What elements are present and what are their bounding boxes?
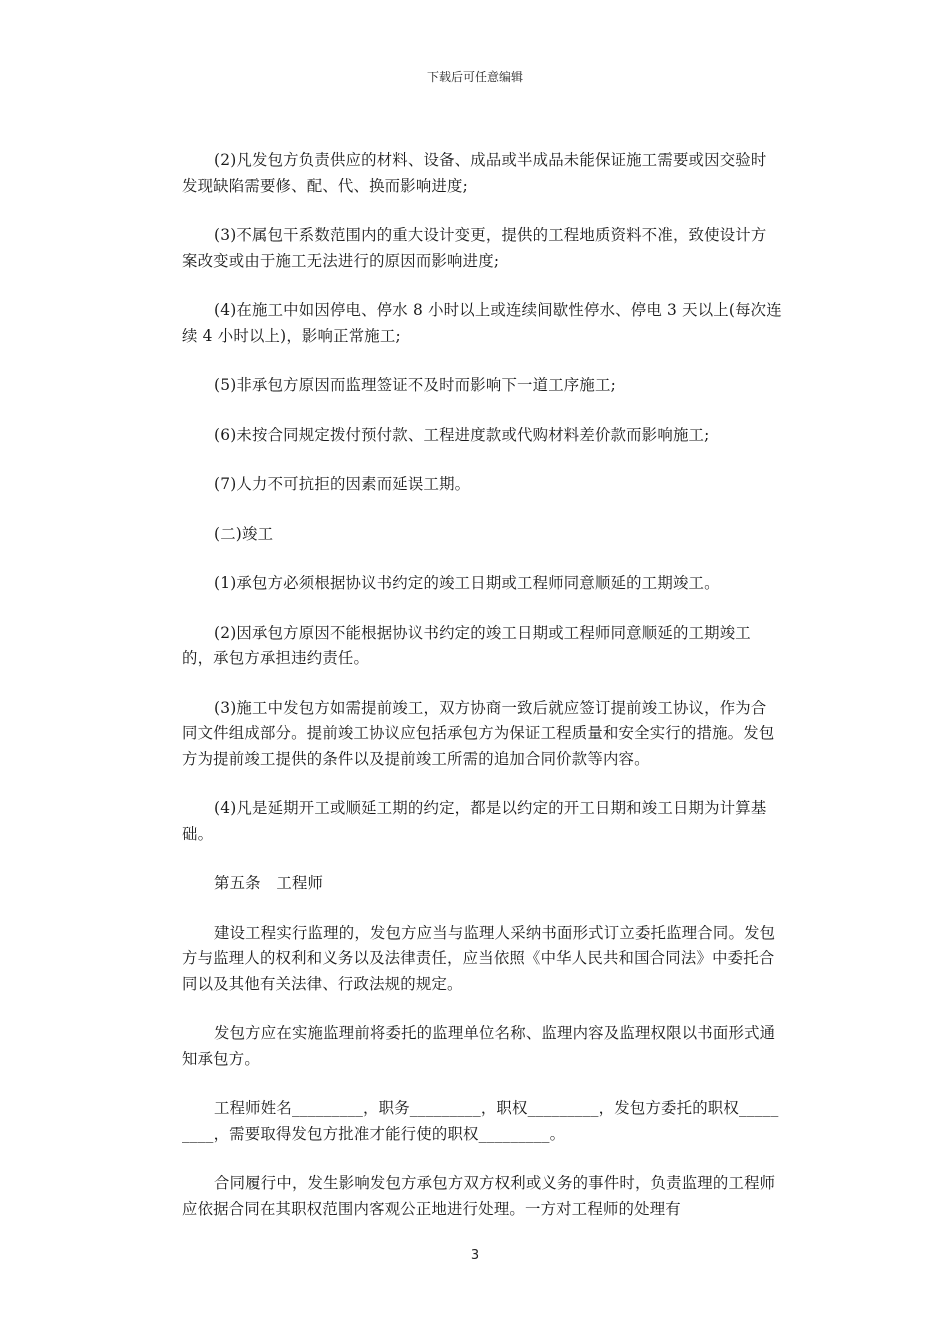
paragraph: (3)不属包干系数范围内的重大设计变更，提供的工程地质资料不准，致使设计方案改变或由于施工无法进行的原因而影响进度; <box>182 226 767 270</box>
paragraph: (3)施工中发包方如需提前竣工，双方协商一致后就应签订提前竣工协议，作为合同文件组成部分。提前竣工协议应包括承包方为保证工程质量和安全实行的措施。发包方为提前竣工提供的条件以及提前竣工所需的追加合同价款等内容。 <box>182 698 775 768</box>
paragraph: 工程师姓名_________，职务_________，职权_________，发包方委托的职权_________，需要取得发包方批准才能行使的职权_________。 <box>182 1099 779 1143</box>
document-body <box>182 148 782 1246</box>
paragraph: (2)凡发包方负责供应的材料、设备、成品或半成品未能保证施工需要或因交验时发现缺陷需要修、配、代、换而影响进度; <box>182 151 767 195</box>
section-heading: (二)竣工 <box>214 524 274 543</box>
paragraph: 建设工程实行监理的，发包方应当与监理人采纳书面形式订立委托监理合同。发包方与监理人的权利和义务以及法律责任，应当依照《中华人民共和国合同法》中委托合同以及其他有关法律、行政法规的规定。 <box>182 923 776 993</box>
paragraph: (4)凡是延期开工或顺延工期的约定，都是以约定的开工日期和竣工日期为计算基础。 <box>182 799 767 843</box>
paragraph: (1)承包方必须根据协议书约定的竣工日期或工程师同意顺延的工期竣工。 <box>214 574 720 592</box>
paragraph: (6)未按合同规定拨付预付款、工程进度款或代购材料差价款而影响施工; <box>214 425 710 444</box>
page-header: 下载后可任意编辑 <box>426 70 523 84</box>
paragraph: 发包方应在实施监理前将委托的监理单位名称、监理内容及监理权限以书面形式通知承包方。 <box>182 1024 776 1068</box>
paragraph: (7)人力不可抗拒的因素而延误工期。 <box>214 475 471 493</box>
article-heading: 第五条 工程师 <box>214 874 324 892</box>
paragraph: (2)因承包方原因不能根据协议书约定的竣工日期或工程师同意顺延的工期竣工的，承包方承担违约责任。 <box>182 623 751 667</box>
page-number: 3 <box>470 1248 480 1263</box>
paragraph: (5)非承包方原因而监理签证不及时而影响下一道工序施工; <box>214 376 616 394</box>
paragraph: 合同履行中，发生影响发包方承包方双方权利或义务的事件时，负责监理的工程师应依据合同在其职权范围内客观公正地进行处理。一方对工程师的处理有 <box>182 1174 776 1218</box>
paragraph: (4)在施工中如因停电、停水 8 小时以上或连续间歇性停水、停电 3 天以上(每次连续 4 小时以上)，影响正常施工; <box>182 301 782 345</box>
